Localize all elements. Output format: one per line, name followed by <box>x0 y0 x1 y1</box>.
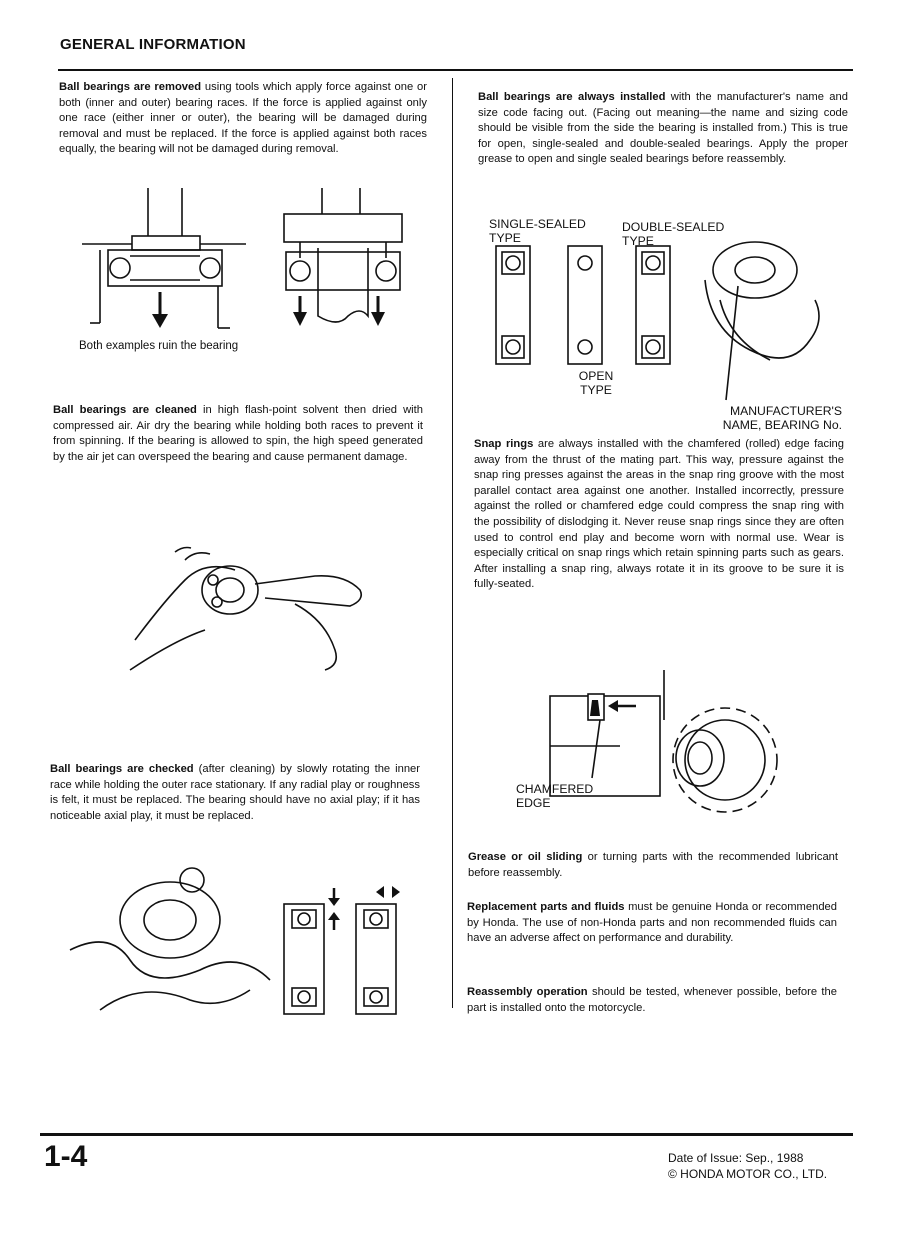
open-type-label: OPEN TYPE <box>578 369 614 397</box>
bearing-removal-paragraph <box>59 80 427 158</box>
bearing-installed-lead: Ball bearings are always installed <box>478 91 666 103</box>
figure-caption-removal: Both examples ruin the bearing <box>79 340 239 352</box>
reassembly-paragraph <box>467 985 837 1016</box>
single-sealed-label: SINGLE-SEALED TYPE <box>489 217 586 245</box>
bearing-removal-figure <box>78 188 258 338</box>
bearing-installed-paragraph <box>478 90 848 168</box>
snap-rings-text: are always installed with the chamfered (rolled) edge facing away from the thrust of the mating part. This way, pressure against the snap ring presses against the areas in the snap ring groove with the most parallel contact area against one another. Installed incorrectly, pressure against the rolled or chamfered edge could compress the snap ring with the possibility of dislodging it. Never reuse snap rings since they are often used to control end play and become worn with normal use. Wear is especially critical on snap rings which retain spinning parts such as gears. After installing a snap ring, always rotate it in its groove to be sure it is fully-seated. <box>474 438 845 591</box>
reassembly-text: should be tested, whenever possible, before the part is installed onto the motorcycle. <box>467 986 837 1014</box>
copyright: © HONDA MOTOR CO., LTD. <box>668 1167 828 1181</box>
column-divider <box>452 78 453 1008</box>
bearing-checking-text: (after cleaning) by slowly rotating the inner race while holding the outer race stationary. If any radial play or roughness is felt, it must be replaced. The bearing should have no axial play; if it has noticeable axial play, it must be replaced. <box>50 763 421 822</box>
air-dry-bearing-figure <box>125 540 375 670</box>
bearing-cleaning-paragraph <box>53 403 423 465</box>
page-header-title: GENERAL INFORMATION <box>60 36 246 53</box>
snap-rings-paragraph <box>474 437 844 593</box>
double-sealed-label: DOUBLE-SEALED TYPE <box>622 220 725 248</box>
reassembly-lead: Reassembly operation <box>467 986 588 998</box>
issue-info <box>668 1150 827 1182</box>
grease-lead: Grease or oil sliding <box>468 851 583 863</box>
replacement-text: must be genuine Honda or recommended by Honda. The use of non-Honda parts and non recommended fluids can have an adverse affect on performance and durability. <box>467 901 837 945</box>
chamfered-edge-label: CHAMFERED EDGE <box>516 782 594 810</box>
snap-rings-lead: Snap rings <box>474 438 534 450</box>
header-rule <box>58 69 853 71</box>
bearing-types-figure <box>490 240 830 410</box>
bearing-removal-text: using tools which apply force against one or both (inner and outer) bearing races. If the force is applied against only one race (either inner or outer), the bearing will be damaged during removal and must be replaced. If the force is applied against both races equally, the bearing will not be damaged during removal. <box>59 81 428 156</box>
bearing-installed-text: with the manufacturer's name and size code facing out. (Facing out meaning—the name and sizing code should be visible from the side the bearing is installed from.) This is true for open, single-sealed and double-sealed bearings. Apply the proper grease to open and single sealed bearings before reassembly. <box>478 91 848 166</box>
grease-paragraph <box>468 850 838 881</box>
bearing-cleaning-lead: Ball bearings are cleaned <box>53 404 197 416</box>
manufacturer-label: MANUFACTURER'S NAME, BEARING No. <box>722 404 842 432</box>
footer-rule <box>40 1133 853 1136</box>
bearing-check-figure <box>70 870 420 1020</box>
bearing-checking-paragraph <box>50 762 420 824</box>
bearing-removal-lead: Ball bearings are removed <box>59 81 202 93</box>
replacement-lead: Replacement parts and fluids <box>467 901 625 913</box>
replacement-paragraph <box>467 900 837 947</box>
grease-text: or turning parts with the recommended lubricant before reassembly. <box>468 851 838 879</box>
page-number: 1-4 <box>44 1140 88 1173</box>
bearing-checking-lead: Ball bearings are checked <box>50 763 194 775</box>
bearing-removal-figure-2 <box>278 188 408 338</box>
issue-date: Date of Issue: Sep., 1988 <box>668 1151 804 1165</box>
bearing-cleaning-text: in high flash-point solvent then dried with compressed air. Air dry the bearing while holding both races to prevent it from spinning. If the bearing is allowed to spin, the high speed generated by the air jet can overspeed the bearing and cause permanent damage. <box>53 404 423 463</box>
